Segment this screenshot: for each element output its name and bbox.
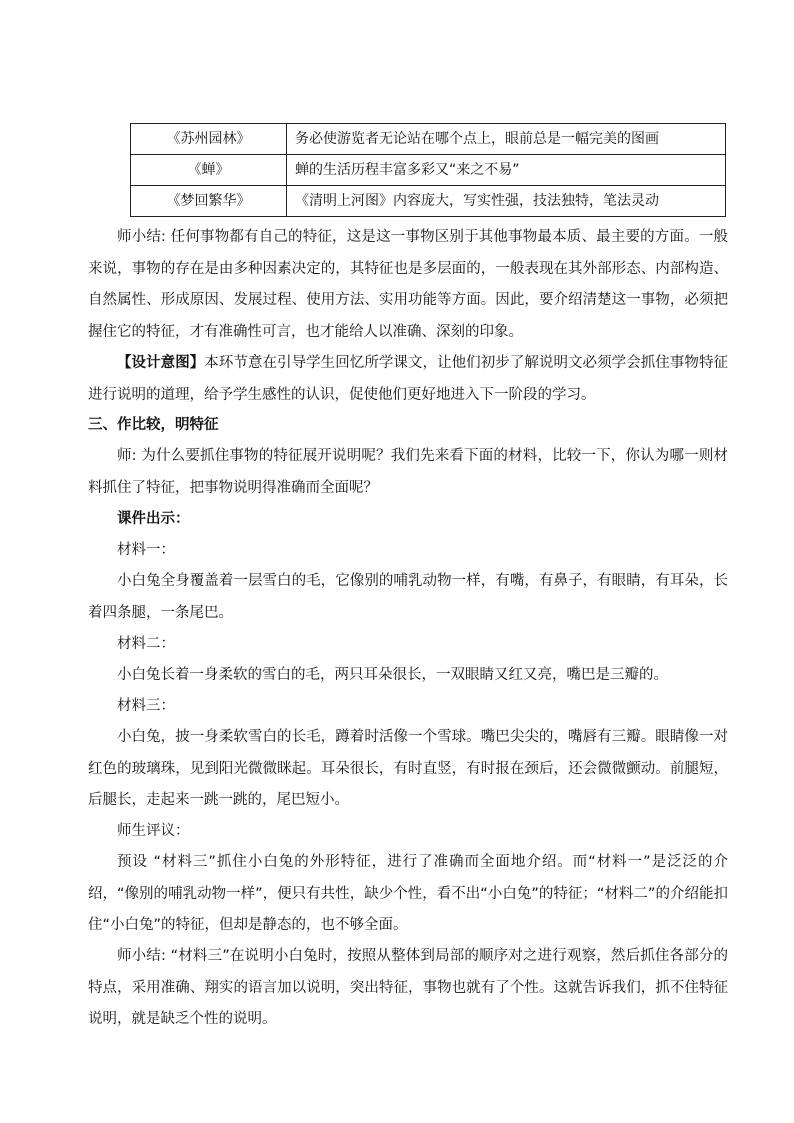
- work-title-cell: 《苏州园林》: [131, 124, 287, 155]
- table-row: [131, 186, 726, 217]
- discussion-label: 师生评议：: [117, 823, 190, 839]
- material-text: 小白兔，披一身柔软雪白的长毛，蹲着时活像一个雪球。嘴巴尖尖的，嘴唇有三瓣。眼睛像一对红色的玻璃珠，见到阳光微微眯起。耳朵很长，有时直竖，有时报在颈后，还会微微颤动。前腿短，后腿长，走起来一跳一跳的，尾巴短小。: [88, 729, 728, 808]
- design-intent-paragraph: [88, 348, 728, 411]
- preset-answer: 预设 “材料三”抓住小白兔的外形特征，进行了准确而全面地介绍。而“材料一”是泛泛的介绍，“像别的哺乳动物一样”，便只有共性，缺少个性，看不出“小白兔”的特征；“材料二”的介绍能扣住“小白兔”的特征，但却是静态的，也不够全面。: [88, 854, 728, 933]
- work-feature-cell: 务必使游览者无论站在哪个点上，眼前总是一幅完美的图画: [287, 124, 726, 155]
- teacher-summary-1: 师小结: 任何事物都有自己的特征，这是这一事物区别于其他事物最本质、最主要的方面。一般来说，事物的存在是由多种因素决定的，其特征也是多层面的，一般表现在其外部形态、内部构造、自然属性、形成原因、发展过程、使用方法、实用功能等方面。因此，要介绍清楚这一事物，必须把握住它的特征，才有准确性可言，也才能给人以准确、深刻的印象。: [88, 229, 728, 340]
- table-row: [131, 155, 726, 186]
- work-feature-cell: 《清明上河图》内容庞大，写实性强，技法独特，笔法灵动: [287, 186, 726, 217]
- teacher-question: 师: 为什么要抓住事物的特征展开说明呢？我们先来看下面的材料，比较一下，你认为哪一则材料抓住了特征，把事物说明得准确而全面呢？: [88, 448, 728, 496]
- works-feature-table: [130, 123, 726, 217]
- material-label: 材料二：: [117, 636, 175, 652]
- section-heading: 三、作比较，明特征: [88, 417, 219, 433]
- teacher-summary-2: 师小结: “材料三”在说明小白兔时，按照从整体到局部的顺序对之进行观察，然后抓住各部分的特点，采用准确、翔实的语言加以说明，突出特征，事物也就有了个性。这就告诉我们，抓不住特征说明，就是缺乏个性的说明。: [88, 948, 728, 1027]
- work-title-cell: 《蝉》: [131, 155, 287, 186]
- courseware-label: 课件出示：: [117, 511, 190, 527]
- work-feature-cell: 蝉的生活历程丰富多彩又“来之不易”: [287, 155, 726, 186]
- work-title-cell: 《梦回繁华》: [131, 186, 287, 217]
- material-text: 小白兔长着一身柔软的雪白的毛，两只耳朵很长，一双眼睛又红又亮，嘴巴是三瓣的。: [117, 667, 668, 683]
- material-label: 材料一：: [117, 542, 175, 558]
- material-label: 材料三：: [117, 698, 175, 714]
- design-intent-text: 本环节意在引导学生回忆所学课文，让他们初步了解说明文必须学会抓住事物特征进行说明的道理，给予学生感性的认识，促使他们更好地进入下一阶段的学习。: [88, 355, 729, 403]
- design-intent-label: 【设计意图】: [117, 355, 205, 371]
- material-text: 小白兔全身覆盖着一层雪白的毛，它像别的哺乳动物一样，有嘴，有鼻子，有眼睛，有耳朵，长着四条腿，一条尾巴。: [88, 573, 728, 621]
- table-row: [131, 124, 726, 155]
